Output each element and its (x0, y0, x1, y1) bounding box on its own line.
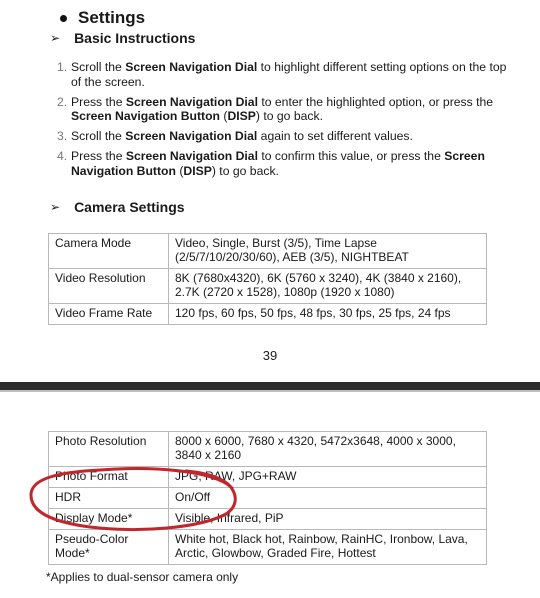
step-text-part: ( (219, 109, 228, 123)
step-text-part: to confirm this value, or press the (257, 149, 445, 163)
step-text-bold: Screen Navigation Button (71, 109, 220, 123)
step-text-part: Scroll the (71, 129, 126, 143)
step-text (71, 95, 507, 124)
step-text (71, 60, 507, 89)
step-text-bold: Screen Navigation Button (71, 149, 485, 178)
arrow-bullet-icon: ➢ (50, 31, 61, 45)
step-text-bold: Screen Navigation Dial (125, 60, 258, 74)
step-text-bold: Screen Navigation Dial (125, 149, 258, 163)
setting-name: Pseudo-Color Mode* (49, 530, 169, 565)
table-row (49, 467, 487, 488)
instruction-step (57, 60, 507, 89)
step-text-part: to enter the highlighted option, or press the (257, 94, 494, 109)
setting-name: Video Resolution (49, 269, 169, 304)
table-row (49, 269, 487, 304)
page-number: 39 (262, 348, 278, 363)
step-text-part: ( (175, 163, 184, 178)
step-number: 3. (57, 129, 68, 143)
setting-values: White hot, Black hot, Rainbow, RainHC, Ironbow, Lava, Arctic, Glowbow, Graded Fire, Hottest (169, 530, 487, 565)
arrow-bullet-icon: ➢ (50, 200, 61, 214)
setting-values: On/Off (169, 488, 487, 509)
instruction-step (57, 149, 507, 178)
table-row (49, 509, 487, 530)
setting-name: Camera Mode (49, 234, 169, 269)
step-number: 1. (57, 60, 68, 74)
step-text-bold: Screen Navigation Dial (125, 94, 258, 109)
setting-name: Display Mode* (49, 509, 169, 530)
bullet-icon (60, 15, 67, 22)
step-text-part: ) to go back. (211, 163, 279, 178)
instruction-step (57, 129, 507, 144)
setting-values: 8K (7680x4320), 6K (5760 x 3240), 4K (3840 x 2160), 2.7K (2720 x 1528), 1080p (1920 x 1080) (169, 269, 487, 304)
table-row (49, 432, 487, 467)
step-text (71, 149, 507, 178)
step-text-bold: Screen Navigation Dial (125, 129, 258, 143)
setting-name: Video Frame Rate (49, 304, 169, 325)
setting-values: 120 fps, 60 fps, 50 fps, 48 fps, 30 fps, 25 fps, 24 fps (169, 304, 487, 325)
step-text-part: ) to go back. (255, 109, 323, 123)
section-title (60, 8, 145, 28)
basic-instructions-heading-text: Basic Instructions (74, 30, 196, 46)
table-row (49, 304, 487, 325)
setting-name: Photo Format (49, 467, 169, 488)
manual-page-40 (0, 392, 540, 598)
footnote: *Applies to dual-sensor camera only (46, 570, 239, 584)
step-text-bold: DISP (227, 109, 256, 123)
step-text-part: Scroll the (71, 60, 126, 74)
camera-settings-heading-text: Camera Settings (74, 199, 185, 215)
setting-values: JPG, RAW, JPG+RAW (169, 467, 487, 488)
instruction-step (57, 95, 507, 124)
basic-instructions-heading (50, 30, 195, 46)
step-text-part: Press the (71, 149, 126, 163)
step-text-bold: DISP (183, 163, 212, 178)
step-number: 2. (57, 94, 68, 109)
section-title-text: Settings (78, 8, 146, 27)
camera-settings-table (48, 233, 487, 325)
step-text-part: to highlight different setting options on the top of the screen. (71, 60, 507, 89)
setting-values: 8000 x 6000, 7680 x 4320, 5472x3648, 4000 x 3000, 3840 x 2160 (169, 432, 487, 467)
instruction-steps (57, 60, 507, 184)
step-text-part: Press the (71, 94, 126, 109)
step-number: 4. (57, 149, 68, 163)
camera-settings-heading (50, 199, 185, 215)
setting-values: Visible, Infrared, PiP (169, 509, 487, 530)
photo-settings-table (48, 431, 487, 565)
table-row (49, 488, 487, 509)
table-row (49, 234, 487, 269)
setting-name: HDR (49, 488, 169, 509)
table-row (49, 530, 487, 565)
setting-name: Photo Resolution (49, 432, 169, 467)
setting-values: Video, Single, Burst (3/5), Time Lapse (2/5/7/10/20/30/60), AEB (3/5), NIGHTBEAT (169, 234, 487, 269)
page-divider (0, 382, 540, 392)
step-text (71, 129, 413, 144)
step-text-part: again to set different values. (257, 129, 413, 143)
